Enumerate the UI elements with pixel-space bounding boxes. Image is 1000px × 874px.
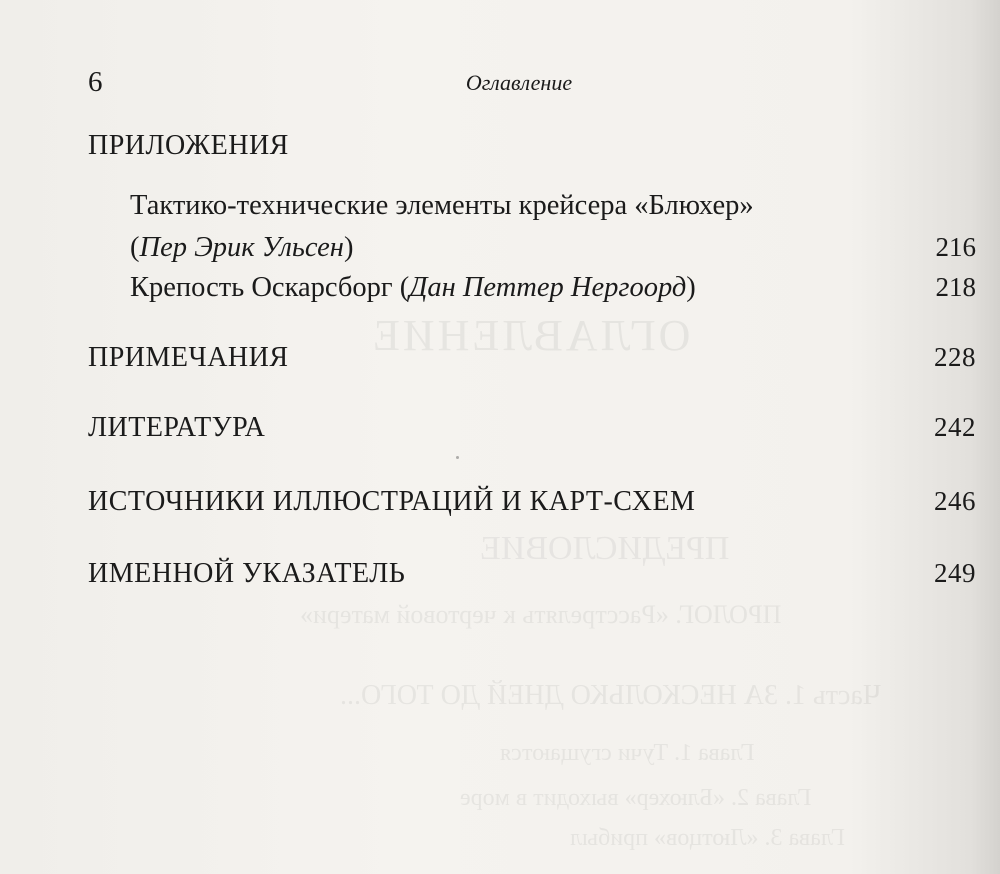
bleed-through-line: Глава 2. «Блюхер» выходит в море xyxy=(460,785,812,811)
bleed-through-line: ПРЕДИСЛОВИЕ xyxy=(480,530,730,567)
paper-speck xyxy=(456,456,459,459)
bleed-through-line: ПРОЛОГ. «Расстрелять к чертовой матери» xyxy=(300,600,782,629)
toc-page-number: 242 xyxy=(934,412,976,442)
toc-item-author: Пер Эрик Ульсен xyxy=(139,232,344,263)
toc-item-bluecher-specs-author xyxy=(130,232,976,264)
toc-item-bluecher-specs xyxy=(130,190,976,222)
toc-section-literature xyxy=(88,412,976,444)
toc-page-number: 228 xyxy=(934,342,976,372)
toc-item-title: Крепость Оскарсборг ( xyxy=(130,272,410,303)
bleed-through-line: Глава 3. «Лютцов» прибыл xyxy=(570,825,845,851)
toc-section-label: ПРИЛОЖЕНИЯ xyxy=(88,130,289,161)
toc-section-notes xyxy=(88,342,976,374)
running-head: Оглавление xyxy=(465,70,573,95)
toc-section-label: ИСТОЧНИКИ ИЛЛЮСТРАЦИЙ И КАРТ-СХЕМ xyxy=(88,486,696,517)
toc-page-number: 246 xyxy=(934,486,976,516)
toc-page-number: 218 xyxy=(935,272,976,302)
toc-item-author: Дан Петтер Нергоорд xyxy=(409,272,687,303)
toc-section-name-index xyxy=(88,558,976,590)
paren-close: ) xyxy=(343,232,354,263)
toc-item-oscarsborg xyxy=(130,272,976,304)
bleed-through-heading: ОГЛАВЛЕНИЕ xyxy=(370,311,691,360)
toc-section-label: ЛИТЕРАТУРА xyxy=(88,412,266,443)
bleed-through-line: Глава 1. Тучи сгущаются xyxy=(500,740,755,766)
bleed-through-line: Часть 1. ЗА НЕСКОЛЬКО ДНЕЙ ДО ТОГО... xyxy=(340,680,882,711)
toc-page-number: 249 xyxy=(934,558,976,588)
page-number: 6 xyxy=(88,66,103,98)
paren-close: ) xyxy=(686,272,696,303)
toc-section-appendices xyxy=(88,130,976,162)
toc-section-label: ПРИМЕЧАНИЯ xyxy=(88,342,289,373)
toc-item-title: Тактико-технические элементы крейсера «Блюхер» xyxy=(130,190,754,221)
toc-section-label: ИМЕННОЙ УКАЗАТЕЛЬ xyxy=(88,558,406,589)
toc-section-illustration-sources xyxy=(88,486,976,518)
toc-page-number: 216 xyxy=(935,232,976,262)
paren-open: ( xyxy=(130,232,140,263)
